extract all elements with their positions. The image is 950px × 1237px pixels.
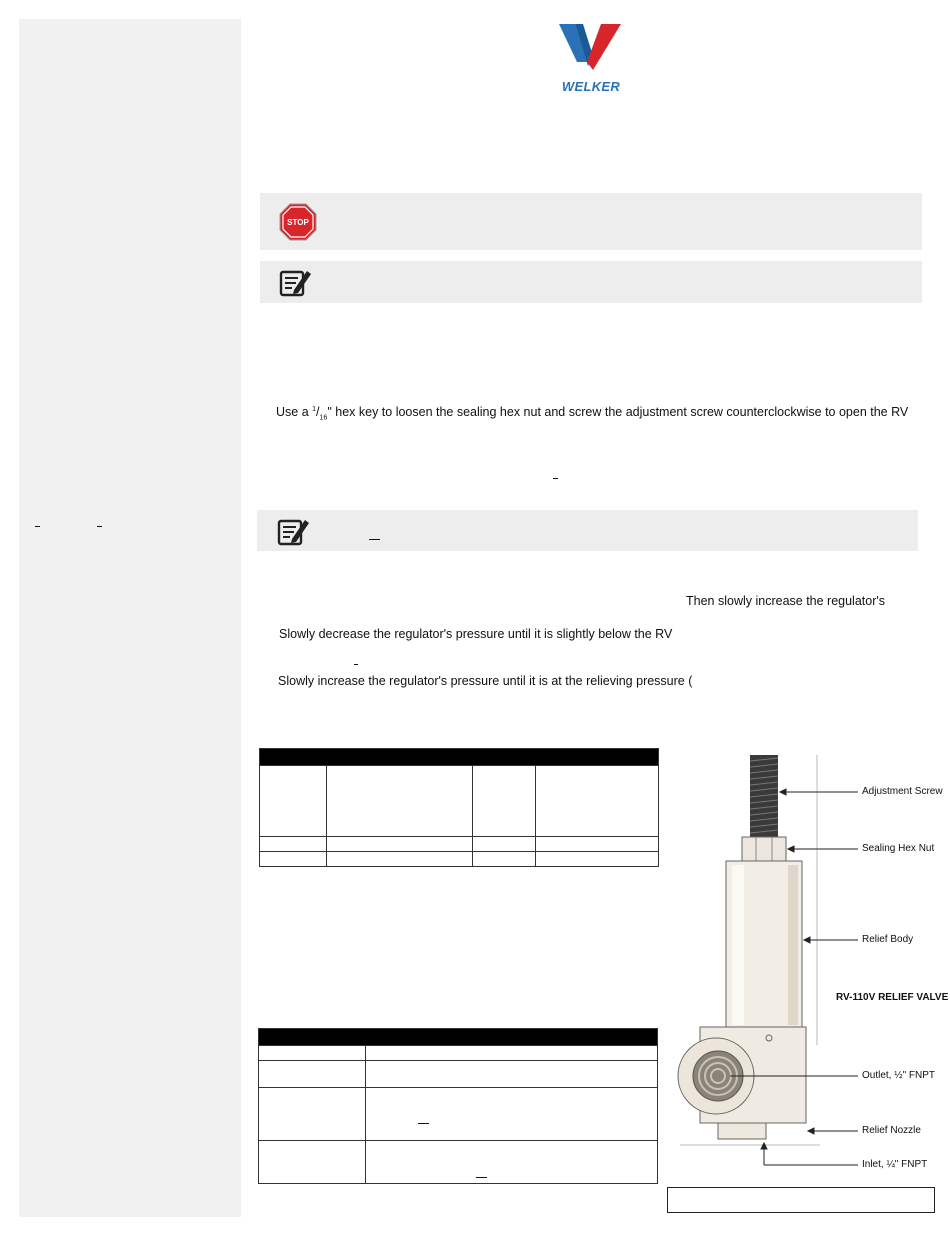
table-row — [260, 766, 659, 837]
table-row — [260, 852, 659, 867]
sidebar-panel — [19, 19, 241, 1217]
step-increase: Slowly increase the regulator's pressure until it is at the relieving pressure ( — [278, 674, 693, 688]
warning-notice — [260, 193, 922, 250]
text-dash — [354, 664, 358, 665]
table-header — [260, 749, 659, 766]
table-row — [259, 1088, 658, 1141]
callout-relief-nozzle: Relief Nozzle — [862, 1125, 921, 1136]
spec-table-2 — [258, 1028, 658, 1184]
cell-dash — [418, 1123, 429, 1124]
spec-table-1 — [259, 748, 659, 867]
stop-sign-icon — [279, 203, 317, 246]
table-row — [259, 1046, 658, 1061]
note-pen-icon — [276, 515, 310, 552]
callout-outlet: Outlet, ½" FNPT — [862, 1070, 936, 1081]
callout-adjustment-screw: Adjustment Screw — [862, 786, 943, 797]
callout-relief-body: Relief Body — [862, 934, 914, 945]
relief-valve-diagram — [670, 745, 948, 1175]
note-underline — [369, 539, 380, 540]
table-row — [260, 837, 659, 852]
text-dash — [553, 478, 558, 479]
table-row — [259, 1141, 658, 1184]
note-notice — [260, 261, 922, 303]
logo-wordmark: WELKER — [561, 79, 621, 94]
cell-dash — [476, 1177, 487, 1178]
callout-sealing-hex-nut: Sealing Hex Nut — [862, 843, 935, 854]
step-decrease: Slowly decrease the regulator's pressure until it is slightly below the RV — [279, 627, 673, 641]
sidebar-dash — [97, 526, 102, 527]
note-pen-icon — [278, 266, 312, 303]
step-hex-key: Use a $^1/_{16}$" hex key to loosen the sealing hex nut and screw the adjustment screw counterclockwise to open the RV — [276, 405, 909, 422]
sidebar-dash — [35, 526, 40, 527]
welker-logo — [557, 22, 625, 94]
figure-caption-box — [667, 1187, 935, 1213]
stop-label: STOP — [287, 218, 309, 227]
table-row — [259, 1061, 658, 1088]
table-header — [259, 1029, 658, 1046]
figure-title: RV-110V RELIEF VALVE — [836, 992, 949, 1003]
then-increase-text: Then slowly increase the regulator's — [686, 594, 886, 608]
note-notice — [257, 510, 918, 551]
callout-inlet: Inlet, ¼" FNPT — [862, 1159, 928, 1170]
